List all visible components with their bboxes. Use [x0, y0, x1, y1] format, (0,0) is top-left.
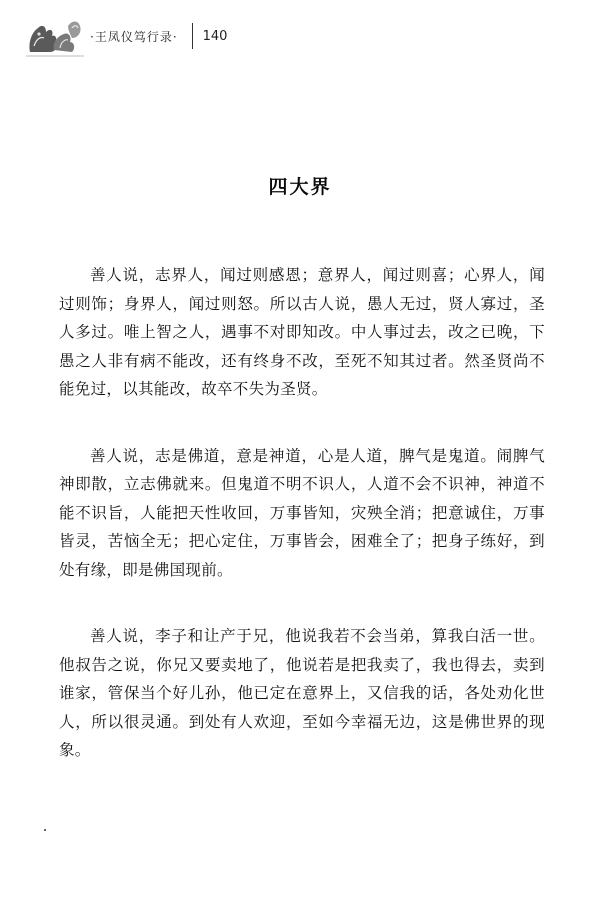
- page-mark: [44, 829, 46, 831]
- body-text: [59, 261, 545, 803]
- paragraph-2: 善人说，志是佛道，意是神道，心是人道，脾气是鬼道。闹脾气神即散，立志佛就来。但鬼道不明不识人，人道不会不识神，神道不能不识旨，人能把天性收回，万事皆知，灾殃全消；把意诚住，万事皆灵，苦恼全无；把心定住，万事皆会，困难全了；把身子练好，到处有缘，即是佛国现前。: [59, 446, 545, 579]
- paragraph-1: 善人说，志界人，闻过则感恩；意界人，闻过则喜；心界人，闻过则饰；身界人，闻过则怒。所以古人说，愚人无过，贤人寡过，圣人多过。唯上智之人，遇事不对即知改。中人事过去，改之已晚，下愚之人非有病不能改，还有终身不改，至死不知其过者。然圣贤尚不能免过，以其能改，故卒不失为圣贤。: [59, 266, 545, 398]
- header-divider: [192, 23, 193, 49]
- paragraph-3: 善人说，李子和让产于兄，他说我若不会当弟，算我白活一世。他叔告之说，你兄又要卖地了，他说若是把我卖了，我也得去，卖到谁家，管保当个好儿孙，他已定在意界上，又信我的话，各处劝化世人，所以很灵通。到处有人欢迎，至如今幸福无边，这是佛世界的现象。: [59, 627, 545, 759]
- chapter-title: 四大界: [268, 176, 332, 198]
- page-number: 140: [202, 28, 228, 44]
- book-title: ·王凤仪笃行录·: [90, 29, 178, 44]
- running-header: [24, 12, 264, 60]
- sage-ornament-icon: [24, 12, 86, 60]
